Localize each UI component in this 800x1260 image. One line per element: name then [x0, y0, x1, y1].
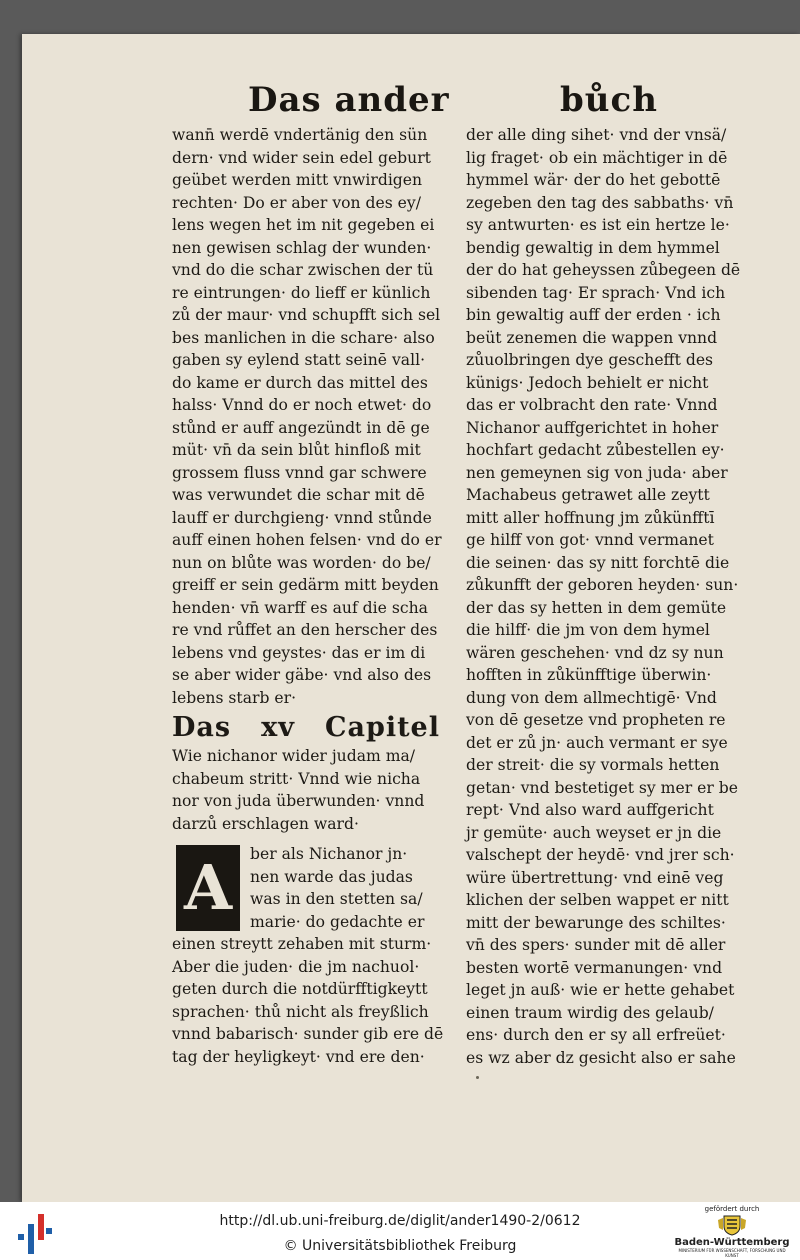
text-line: grossem fluss vnnd gar schwere	[172, 463, 427, 482]
chapter-summary	[172, 745, 464, 835]
text-line: der streit· die sy vormals hetten	[466, 756, 720, 774]
text-line: nen warde das judas	[250, 867, 413, 886]
text-line: ber als Nichanor jn·	[250, 845, 408, 863]
text-line: einen traum wirdig des gelaub/	[466, 1003, 714, 1022]
text-line: geübet werden mitt vnwirdigen	[172, 171, 423, 189]
text-line: halss· Vnnd do er noch etwet· do	[172, 396, 432, 414]
text-line: sy antwurten· es ist ein hertze le·	[466, 216, 730, 234]
book-page	[22, 34, 800, 1202]
text-line: Nichanor auffgerichtet in hoher	[466, 418, 719, 437]
text-line: würe übertrettung· vnd einē veg	[466, 868, 724, 887]
text-line: es wz aber dz gesicht also er sahe	[466, 1048, 736, 1067]
text-line: wann̄ werdē vndertänig den sün	[172, 126, 428, 144]
text-line: sibenden tag· Er sprach· Vnd ich	[466, 283, 726, 302]
text-line: stůnd er auff angezündt in dē ge	[172, 418, 430, 437]
text-line: müt· vn̄ da sein blůt hinfloß mit	[172, 441, 421, 459]
paper-speck	[476, 1076, 479, 1079]
text-line: bes manlichen in die schare· also	[172, 328, 435, 347]
text-line: chabeum stritt· Vnnd wie nicha	[172, 769, 421, 788]
text-line: die hilff· die jm von dem hymel	[466, 621, 710, 639]
chapter-heading-word: Das	[172, 712, 232, 743]
coat-of-arms-icon	[717, 1214, 747, 1236]
text-line: von dē gesetze vnd propheten re	[466, 711, 726, 729]
chapter-heading-word: xv	[261, 712, 295, 743]
text-line: hofften in zůkünfftige überwin·	[466, 666, 712, 684]
left-column	[172, 124, 464, 1068]
text-line: hochfart gedacht zůbestellen ey·	[466, 441, 725, 459]
text-line: der do hat geheyssen zůbegeen dē	[466, 261, 741, 279]
funder-logo	[672, 1205, 792, 1258]
text-line: se aber wider gäbe· vnd also des	[172, 666, 432, 684]
text-line: mitt der bewarunge des schiltes·	[466, 913, 726, 932]
text-line: ge hilff von got· vnnd vermanet	[466, 531, 714, 549]
text-line: greiff er sein gedärm mitt beyden	[172, 576, 439, 594]
text-line: nor von juda überwunden· vnnd	[172, 792, 425, 810]
funded-by-label: gefördert durch	[704, 1205, 760, 1213]
text-line: ens· durch den er sy all erfreüet·	[466, 1026, 726, 1044]
viewer-footer	[0, 1202, 800, 1260]
decorated-initial-letter: A	[176, 845, 240, 931]
text-line: der alle ding sihet· vnd der vnsä/	[466, 126, 727, 144]
text-line: lauff er durchgieng· vnnd stůnde	[172, 508, 432, 527]
text-line: vn̄ des spers· sunder mit dē aller	[466, 936, 726, 954]
text-line: marie· do gedachte er	[250, 912, 425, 931]
text-line: bendig gewaltig in dem hymmel	[466, 238, 720, 257]
text-line: auff einen hohen felsen· vnd do er	[172, 531, 442, 549]
text-line: Wie nichanor wider judam ma/	[172, 747, 416, 765]
text-line: vnnd babarisch· sunder gib ere dē	[172, 1025, 444, 1043]
text-line: re vnd růffet an den herscher des	[172, 621, 438, 639]
text-line: tag der heyligkeyt· vnd ere den·	[172, 1047, 425, 1066]
chapter-heading	[172, 711, 440, 745]
text-line: nen gemeynen sig von juda· aber	[466, 463, 728, 482]
right-column-text	[466, 124, 766, 1069]
text-line: lens wegen het im nit gegeben ei	[172, 216, 435, 234]
text-line: der das sy hetten in dem gemüte	[466, 598, 727, 617]
text-line: dern· vnd wider sein edel geburt	[172, 148, 431, 167]
text-line: geten durch die notdürfftigkeytt	[172, 980, 428, 998]
text-line: jr gemüte· auch weyset er jn die	[466, 823, 722, 842]
text-line: beüt zenemen die wappen vnnd	[466, 328, 718, 347]
text-line: Aber die juden· die jm nachuol·	[172, 957, 420, 976]
text-line: henden· vn̄ warff es auf die scha	[172, 598, 428, 617]
running-head-left: Das ander	[248, 80, 450, 120]
text-line: rept· Vnd also ward auffgericht	[466, 801, 714, 819]
text-line: dung von dem allmechtigē· Vnd	[466, 688, 717, 707]
chapter-heading-word: Capitel	[324, 712, 440, 743]
text-line: vnd do die schar zwischen der tü	[172, 261, 434, 279]
text-line: zů der maur· vnd schupfft sich sel	[172, 306, 441, 324]
text-line: lig fraget· ob ein mächtiger in dē	[466, 148, 728, 167]
chapter-opening	[172, 843, 464, 1068]
copyright-text: © Universitätsbibliothek Freiburg	[283, 1238, 517, 1254]
text-line: bin gewaltig auff der erden · ich	[466, 306, 721, 324]
text-line: det er zů jn· auch vermant er sye	[466, 733, 728, 752]
text-line: sprachen· thů nicht als freyßlich	[172, 1002, 429, 1021]
text-line: künigs· Jedoch behielt er nicht	[466, 373, 709, 392]
text-line: lebens starb er·	[172, 688, 297, 707]
text-line: darzů erschlagen ward·	[172, 814, 359, 833]
text-line: gaben sy eylend statt seinē vall·	[172, 351, 426, 369]
page-url-link[interactable]: http://dl.ub.uni-freiburg.de/diglit/ander1490-2/0612	[219, 1213, 581, 1229]
right-column	[466, 124, 766, 1069]
left-column-continuation	[172, 933, 464, 1068]
text-line: zegeben den tag des sabbaths· vn̄	[466, 193, 734, 212]
text-line: do kame er durch das mittel des	[172, 373, 428, 392]
text-line: klichen der selben wappet er nitt	[466, 891, 729, 909]
text-line: was in den stetten sa/	[250, 890, 423, 908]
text-line: valschept der heydē· vnd jrer sch·	[466, 846, 735, 864]
text-line: zůkunfft der geboren heyden· sun·	[466, 576, 739, 594]
state-name: Baden-Württemberg	[674, 1237, 790, 1248]
text-line: einen streytt zehaben mit sturm·	[172, 935, 432, 953]
text-line: das er volbracht den rate· Vnnd	[466, 396, 718, 414]
text-line: was verwundet die schar mit dē	[172, 486, 425, 504]
text-line: nun on blůte was worden· do be/	[172, 553, 431, 572]
text-line: Machabeus getrawet alle zeytt	[466, 486, 710, 504]
running-head-right: bůch	[560, 80, 658, 120]
ministry-name: MINISTERIUM FÜR WISSENSCHAFT, FORSCHUNG UND KUNST	[678, 1248, 786, 1258]
text-line: rechten· Do er aber von des ey/	[172, 193, 421, 212]
text-line: nen gewisen schlag der wunden·	[172, 238, 432, 257]
text-line: getan· vnd bestetiget sy mer er be	[466, 778, 738, 797]
text-line: zůuolbringen dye geschefft des	[466, 351, 714, 369]
text-line: re eintrungen· do lieff er künlich	[172, 283, 431, 302]
text-line: leget jn auß· wie er hette gehabet	[466, 981, 735, 999]
text-line: hymmel wär· der do het gebottē	[466, 171, 721, 189]
left-column-text	[172, 124, 464, 709]
text-line: mitt aller hoffnung jm zůkünfftī	[466, 508, 715, 527]
text-line: die seinen· das sy nitt forchtē die	[466, 553, 730, 572]
text-line: wären geschehen· vnd dz sy nun	[466, 643, 724, 662]
text-line: lebens vnd geystes· das er im di	[172, 643, 426, 662]
text-line: besten wortē vermanungen· vnd	[466, 958, 723, 977]
